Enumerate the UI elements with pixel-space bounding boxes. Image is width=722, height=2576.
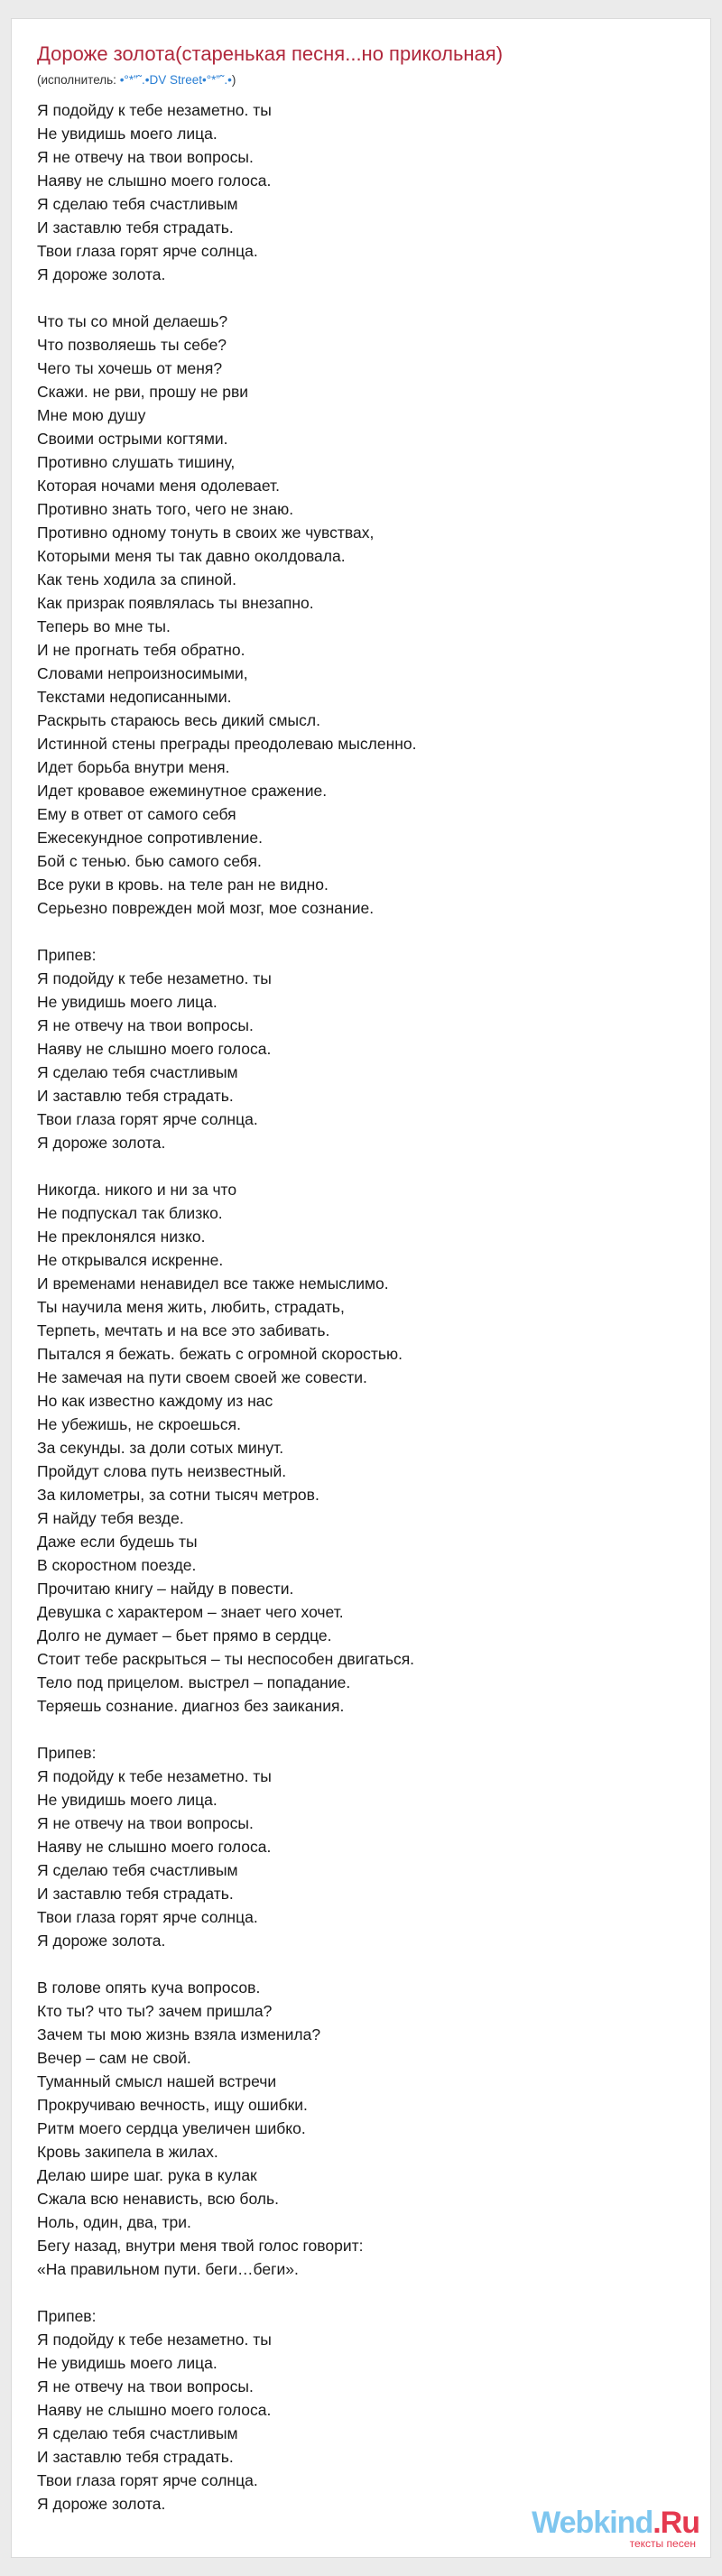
lyric-line: Не увидишь моего лица. [37, 1791, 218, 1809]
artist-prefix: (исполнитель: [37, 73, 120, 87]
lyric-line: Что позволяешь ты себе? [37, 336, 227, 354]
lyric-line: Твои глаза горят ярче солнца. [37, 1908, 258, 1926]
lyric-line: Я не отвечу на твои вопросы. [37, 1814, 254, 1832]
lyric-line: Не открывался искренне. [37, 1251, 224, 1269]
lyric-line: Ноль, один, два, три. [37, 2213, 191, 2231]
site-logo[interactable] [532, 2507, 699, 2550]
lyric-line: Я найду тебя везде. [37, 1509, 184, 1527]
lyric-line: Припев: [37, 2307, 97, 2325]
lyric-line: «На правильном пути. беги…беги». [37, 2260, 299, 2278]
lyric-line: В голове опять куча вопросов. [37, 1978, 261, 1997]
lyric-line: Скажи. не рви, прошу не рви [37, 383, 249, 401]
stanza-break [37, 1952, 669, 1976]
lyric-line: Не преклонялся низко. [37, 1228, 206, 1246]
lyric-line: Не подпускал так близко. [37, 1204, 223, 1222]
lyric-line: Я подойду к тебе незаметно. ты [37, 101, 272, 119]
lyric-line: В скоростном поезде. [37, 1556, 197, 1574]
lyric-line: Пытался я бежать. бежать с огромной скоростью. [37, 1345, 403, 1363]
lyric-line: Зачем ты мою жизнь взяла изменила? [37, 2025, 321, 2043]
lyrics-text [37, 98, 669, 2516]
lyric-line: И заставлю тебя страдать. [37, 2448, 234, 2466]
lyric-line: Ему в ответ от самого себя [37, 805, 236, 823]
lyric-line: Наяву не слышно моего голоса. [37, 1040, 272, 1058]
lyric-line: Припев: [37, 1744, 97, 1762]
logo-tagline: тексты песен [629, 2537, 696, 2550]
stanza-break [37, 2281, 669, 2304]
lyric-line: Кровь закипела в жилах. [37, 2143, 218, 2161]
lyric-line: Серьезно поврежден мой мозг, мое сознание. [37, 899, 375, 917]
lyric-line: И не прогнать тебя обратно. [37, 641, 245, 659]
lyric-line: Которыми меня ты так давно околдовала. [37, 547, 346, 565]
lyric-line: Я не отвечу на твои вопросы. [37, 148, 254, 166]
lyric-line: Я не отвечу на твои вопросы. [37, 2377, 254, 2395]
lyric-line: Ежесекундное сопротивление. [37, 829, 263, 847]
lyric-line: Тело под прицелом. выстрел – попадание. [37, 1673, 351, 1691]
lyric-line: Не убежишь, не скроешься. [37, 1415, 242, 1433]
lyric-line: Но как известно каждому из нас [37, 1392, 273, 1410]
lyric-line: Я дороже золота. [37, 265, 166, 283]
lyric-line: Сжала всю ненависть, всю боль. [37, 2190, 279, 2208]
lyric-line: Терпеть, мечтать и на все это забивать. [37, 1321, 330, 1339]
lyric-line: Я сделаю тебя счастливым [37, 2424, 238, 2442]
lyric-line: Я дороже золота. [37, 1932, 166, 1950]
lyric-line: Я не отвечу на твои вопросы. [37, 1016, 254, 1034]
lyric-line: Теперь во мне ты. [37, 617, 171, 635]
lyric-line: И заставлю тебя страдать. [37, 218, 234, 236]
lyric-line: Я сделаю тебя счастливым [37, 195, 238, 213]
lyric-line: Теряешь сознание. диагноз без заикания. [37, 1697, 345, 1715]
lyric-line: Вечер – сам не свой. [37, 2049, 191, 2067]
artist-link[interactable]: •°*”˜.•DV Street•°*”˜.• [119, 73, 232, 87]
lyric-line: Противно слушать тишину, [37, 453, 236, 471]
lyric-line: Девушка с характером – знает чего хочет. [37, 1603, 344, 1621]
artist-suffix: ) [231, 73, 236, 87]
lyric-line: Твои глаза горят ярче солнца. [37, 1110, 258, 1128]
lyric-line: И временами ненавидел все также немыслимо. [37, 1274, 389, 1293]
artist-line [37, 73, 236, 87]
lyric-line: Не увидишь моего лица. [37, 125, 218, 143]
lyric-line: И заставлю тебя страдать. [37, 1885, 234, 1903]
lyric-line: Твои глаза горят ярче солнца. [37, 2471, 258, 2489]
lyric-line: Прочитаю книгу – найду в повести. [37, 1580, 294, 1598]
stanza-break [37, 1718, 669, 1741]
lyric-line: Припев: [37, 946, 97, 964]
lyric-line: Твои глаза горят ярче солнца. [37, 242, 258, 260]
lyric-line: Раскрыть стараюсь весь дикий смысл. [37, 711, 320, 729]
lyric-line: Долго не думает – бьет прямо в сердце. [37, 1626, 332, 1645]
lyric-line: Я дороже золота. [37, 2495, 166, 2513]
lyric-line: За километры, за сотни тысяч метров. [37, 1486, 319, 1504]
lyric-line: Как тень ходила за спиной. [37, 570, 236, 588]
song-title: Дороже золота(старенькая песня...но прикольная) [37, 42, 504, 65]
logo-domain-suffix: .Ru [653, 2506, 699, 2540]
lyric-line: Мне мою душу [37, 406, 146, 424]
lyric-line: Идет борьба внутри меня. [37, 758, 230, 776]
lyric-line: Никогда. никого и ни за что [37, 1181, 237, 1199]
lyric-line: Противно знать того, чего не знаю. [37, 500, 294, 518]
lyric-line: Туманный смысл нашей встречи [37, 2072, 277, 2090]
lyric-line: Которая ночами меня одолевает. [37, 477, 280, 495]
lyric-line: Ты научила меня жить, любить, страдать, [37, 1298, 345, 1316]
stanza-break [37, 286, 669, 310]
lyric-line: Текстами недописанными. [37, 688, 232, 706]
lyric-line: Прокручиваю вечность, ищу ошибки. [37, 2096, 308, 2114]
lyric-line: Стоит тебе раскрыться – ты неспособен двигаться. [37, 1650, 415, 1668]
lyric-line: Я дороже золота. [37, 1134, 166, 1152]
lyric-line: Я подойду к тебе незаметно. ты [37, 1767, 272, 1785]
lyric-line: Не замечая на пути своем своей же совести. [37, 1368, 367, 1386]
lyric-line: Бегу назад, внутри меня твой голос говорит: [37, 2237, 364, 2255]
lyric-line: Чего ты хочешь от меня? [37, 359, 223, 377]
logo-wordmark: Webkind [532, 2506, 653, 2540]
lyric-line: Как призрак появлялась ты внезапно. [37, 594, 314, 612]
lyric-line: Не увидишь моего лица. [37, 993, 218, 1011]
lyric-line: Не увидишь моего лица. [37, 2354, 218, 2372]
stanza-break [37, 1154, 669, 1178]
lyric-line: Пройдут слова путь неизвестный. [37, 1462, 287, 1480]
lyric-line: Я сделаю тебя счастливым [37, 1861, 238, 1879]
stanza-break [37, 920, 669, 943]
lyrics-page [11, 18, 711, 2558]
lyric-line: Наяву не слышно моего голоса. [37, 171, 272, 190]
lyric-line: Делаю шире шаг. рука в кулак [37, 2166, 257, 2184]
lyric-line: Ритм моего сердца увеличен шибко. [37, 2119, 306, 2137]
lyric-line: Я подойду к тебе незаметно. ты [37, 969, 272, 987]
lyric-line: Я сделаю тебя счастливым [37, 1063, 238, 1081]
lyric-line: Наяву не слышно моего голоса. [37, 1838, 272, 1856]
lyric-line: Я подойду к тебе незаметно. ты [37, 2330, 272, 2349]
lyric-line: Своими острыми когтями. [37, 430, 228, 448]
lyric-line: Что ты со мной делаешь? [37, 312, 228, 330]
lyric-line: И заставлю тебя страдать. [37, 1087, 234, 1105]
lyric-line: За секунды. за доли сотых минут. [37, 1439, 284, 1457]
lyric-line: Идет кровавое ежеминутное сражение. [37, 782, 328, 800]
lyric-line: Противно одному тонуть в своих же чувствах, [37, 524, 375, 542]
lyric-line: Кто ты? что ты? зачем пришла? [37, 2002, 273, 2020]
lyric-line: Истинной стены преграды преодолеваю мысленно. [37, 735, 417, 753]
lyric-line: Даже если будешь ты [37, 1533, 198, 1551]
lyric-line: Бой с тенью. бью самого себя. [37, 852, 262, 870]
lyric-line: Все руки в кровь. на теле ран не видно. [37, 876, 329, 894]
lyric-line: Словами непроизносимыми, [37, 664, 248, 682]
lyric-line: Наяву не слышно моего голоса. [37, 2401, 272, 2419]
